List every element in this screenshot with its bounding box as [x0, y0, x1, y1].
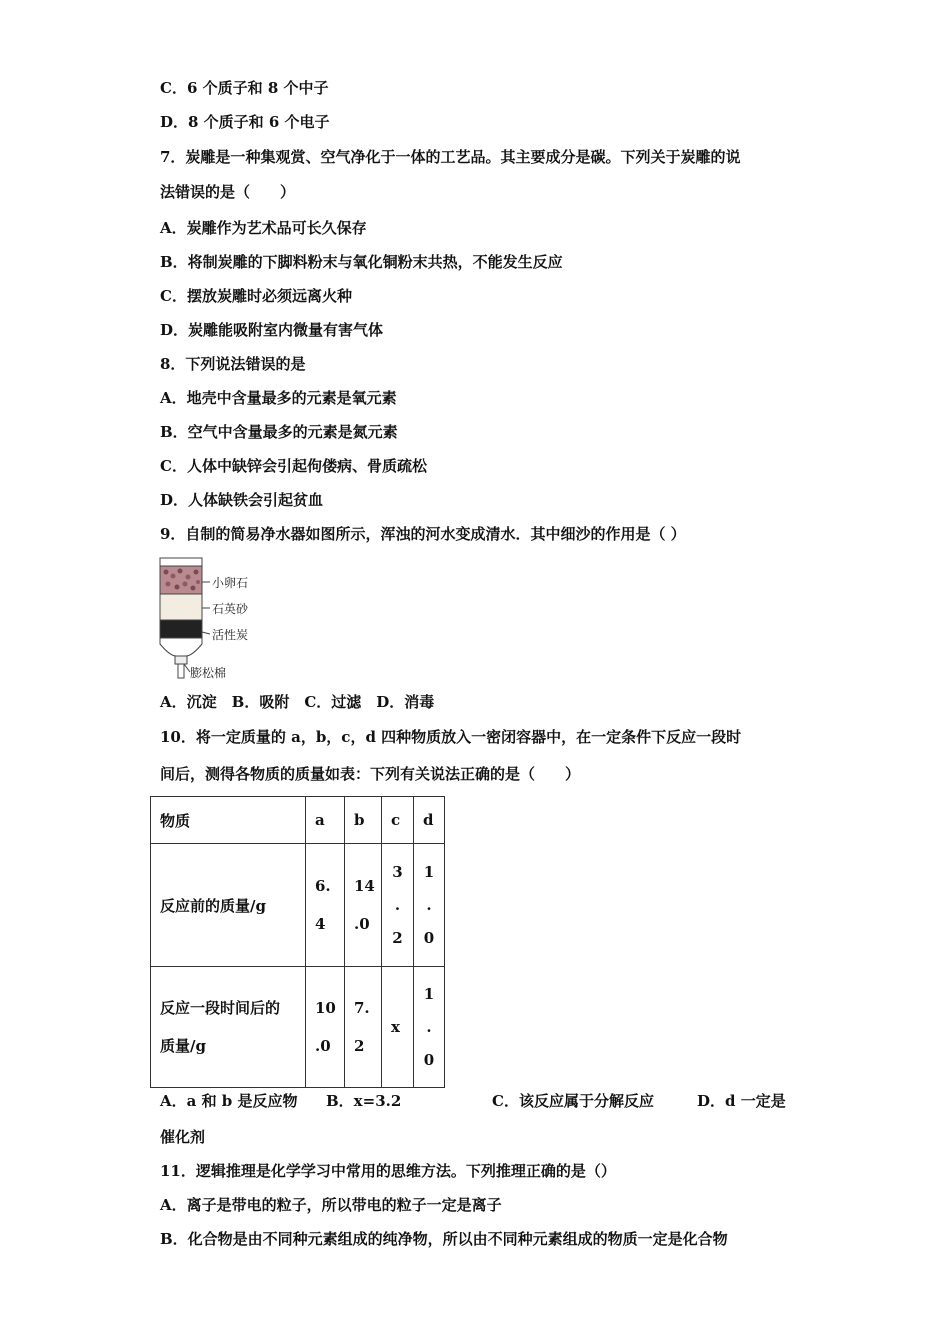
- q7-option-b: B．将制炭雕的下脚料粉末与氧化铜粉末共热，不能发生反应: [160, 253, 563, 271]
- table-row1-b: 14 .0: [345, 844, 382, 967]
- q8-option-b: B．空气中含量最多的元素是氮元素: [160, 423, 398, 441]
- table-header-d: d: [414, 797, 445, 844]
- q11-option-b: B．化合物是由不同种元素组成的纯净物，所以由不同种元素组成的物质一定是化合物: [160, 1230, 728, 1248]
- q6-option-c: C．6 个质子和 8 个中子: [160, 79, 329, 97]
- q7-option-a: A．炭雕作为艺术品可长久保存: [160, 219, 367, 237]
- q8-option-c: C．人体中缺锌会引起佝偻病、骨质疏松: [160, 457, 427, 475]
- q10-option-d-continued: 催化剂: [160, 1128, 206, 1146]
- figure-label-cotton: 膨松棉: [190, 666, 227, 680]
- table-header-b: b: [345, 797, 382, 844]
- table-row1-c: 3 . 2: [382, 844, 414, 967]
- table-row2-b: 7. 2: [345, 967, 382, 1088]
- mass-table: [150, 796, 445, 1088]
- q10-option-d: D．d 一定是: [697, 1092, 786, 1110]
- table-row1-d: 1 . 0: [414, 844, 445, 967]
- q10-option-b: B．x=3.2: [326, 1092, 402, 1110]
- q10-option-a: A．a 和 b 是反应物: [160, 1092, 298, 1110]
- q6-option-d: D．8 个质子和 6 个电子: [160, 113, 330, 131]
- q10-option-c: C．该反应属于分解反应: [492, 1092, 654, 1110]
- table-row2-label: 反应一段时间后的 质量/g: [151, 967, 306, 1088]
- figure-label-pebbles: 小卵石: [212, 576, 249, 590]
- figure-label-quartz-sand: 石英砂: [212, 602, 249, 616]
- q9-options: A．沉淀 B．吸附 C．过滤 D．消毒: [160, 693, 435, 711]
- q9-stem: 9．自制的简易净水器如图所示，浑浊的河水变成清水．其中细沙的作用是（ ）: [160, 525, 686, 543]
- table-row2-c: x: [382, 967, 414, 1088]
- table-header-a: a: [306, 797, 345, 844]
- q7-stem-line1: 7．炭雕是一种集观赏、空气净化于一体的工艺品。其主要成分是碳。下列关于炭雕的说: [160, 148, 741, 166]
- q11-option-a: A．离子是带电的粒子，所以带电的粒子一定是离子: [160, 1196, 502, 1214]
- q10-stem-line1: 10．将一定质量的 a，b，c，d 四种物质放入一密闭容器中，在一定条件下反应一段时: [160, 728, 742, 746]
- table-header-c: c: [382, 797, 414, 844]
- figure-label-activated-carbon: 活性炭: [212, 628, 249, 642]
- q7-option-c: C．摆放炭雕时必须远离火种: [160, 287, 352, 305]
- table-row1-label: 反应前的质量/g: [151, 844, 306, 967]
- q10-stem-line2: 间后，测得各物质的质量如表：下列有关说法正确的是（ ）: [160, 765, 581, 783]
- q11-stem: 11．逻辑推理是化学学习中常用的思维方法。下列推理正确的是（）: [160, 1162, 616, 1180]
- q7-stem-line2: 法错误的是（ ）: [160, 183, 296, 201]
- q8-option-d: D．人体缺铁会引起贫血: [160, 491, 324, 509]
- table-row2-d: 1 . 0: [414, 967, 445, 1088]
- q8-option-a: A．地壳中含量最多的元素是氧元素: [160, 389, 397, 407]
- table-header-substance: 物质: [151, 797, 306, 844]
- q7-option-d: D．炭雕能吸附室内微量有害气体: [160, 321, 384, 339]
- table-row2-a: 10 .0: [306, 967, 345, 1088]
- q8-stem: 8．下列说法错误的是: [160, 355, 306, 373]
- water-filter-figure: [158, 556, 278, 682]
- table-row1-a: 6. 4: [306, 844, 345, 967]
